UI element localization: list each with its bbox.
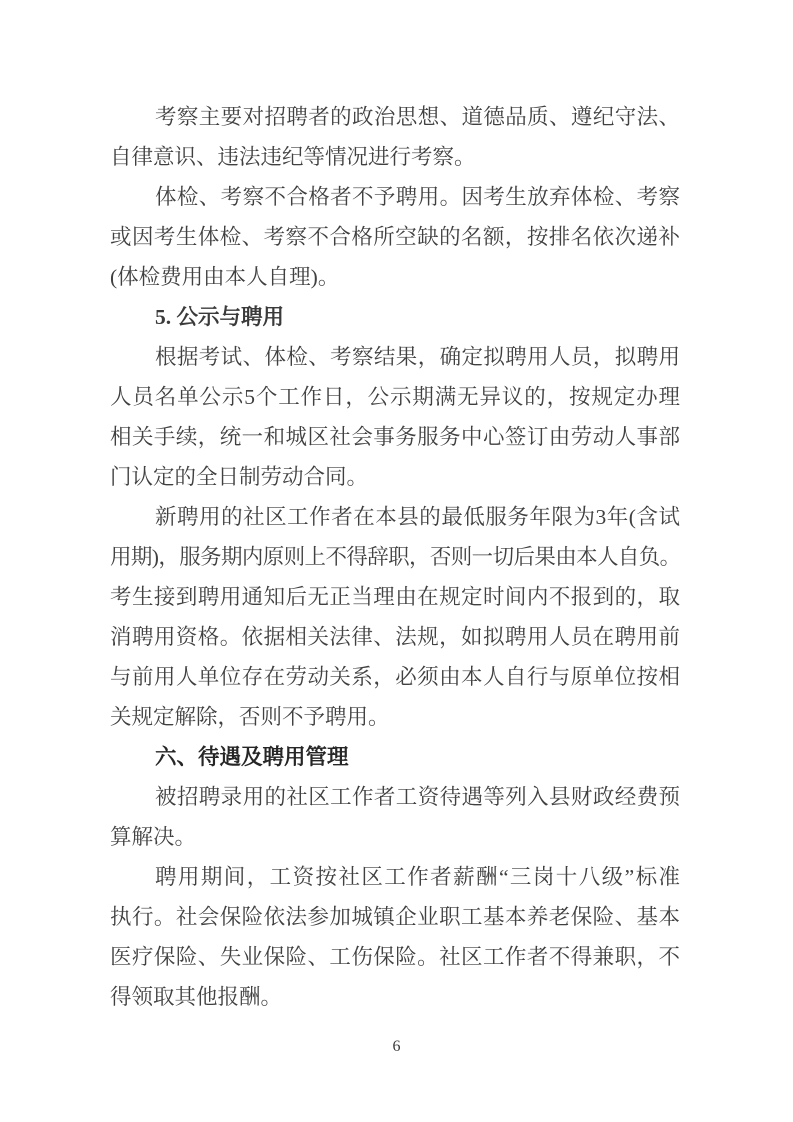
text-line: 或因考生体检、考察不合格所空缺的名额，按排名依次递补 bbox=[110, 225, 680, 249]
text-line: 人员名单公示5个工作日，公示期满无异议的，按规定办理 bbox=[110, 385, 680, 409]
text-line: (体检费用由本人自理)。 bbox=[110, 265, 340, 289]
text-line: 医疗保险、失业保险、工伤保险。社区工作者不得兼职，不 bbox=[110, 945, 680, 969]
text-line: 根据考试、体检、考察结果，确定拟聘用人员，拟聘用 bbox=[155, 345, 680, 369]
text-line: 新聘用的社区工作者在本县的最低服务年限为3年(含试 bbox=[155, 505, 680, 529]
text-line: 用期)，服务期内原则上不得辞职，否则一切后果由本人自负。 bbox=[110, 545, 680, 569]
para-service-period-rules bbox=[110, 497, 680, 737]
text-line: 5. 公示与聘用 bbox=[155, 305, 285, 329]
text-line: 自律意识、违法违纪等情况进行考察。 bbox=[110, 145, 476, 169]
text-line: 门认定的全日制劳动合同。 bbox=[110, 465, 369, 489]
heading-6-treatment-and-employment-management bbox=[110, 737, 680, 777]
text-line: 相关手续，统一和城区社会事务服务中心签订由劳动人事部 bbox=[110, 425, 680, 449]
text-line: 得领取其他报酬。 bbox=[110, 985, 283, 1009]
text-line: 体检、考察不合格者不予聘用。因考生放弃体检、考察 bbox=[155, 185, 680, 209]
text-line: 执行。社会保险依法参加城镇企业职工基本养老保险、基本 bbox=[110, 905, 680, 929]
text-line: 与前用人单位存在劳动关系，必须由本人自行与原单位按相 bbox=[110, 665, 680, 689]
text-line: 聘用期间，工资按社区工作者薪酬“三岗十八级”标准 bbox=[155, 865, 680, 889]
text-line: 被招聘录用的社区工作者工资待遇等列入县财政经费预 bbox=[155, 785, 680, 809]
text-line: 消聘用资格。依据相关法律、法规，如拟聘用人员在聘用前 bbox=[110, 625, 680, 649]
subheading-5-publicity-and-employment bbox=[110, 297, 680, 337]
para-medical-inspection-disqualify bbox=[110, 177, 680, 297]
document-content bbox=[110, 97, 680, 1017]
text-line: 考察主要对招聘者的政治思想、道德品质、遵纪守法、 bbox=[155, 105, 680, 129]
text-line: 算解决。 bbox=[110, 825, 197, 849]
text-line: 六、待遇及聘用管理 bbox=[155, 745, 349, 769]
para-inspection-scope bbox=[110, 97, 680, 177]
text-line: 考生接到聘用通知后无正当理由在规定时间内不报到的，取 bbox=[110, 585, 680, 609]
para-publicity-procedure bbox=[110, 337, 680, 497]
page-number: 6 bbox=[392, 1038, 401, 1055]
para-salary-budget bbox=[110, 777, 680, 857]
text-line: 关规定解除，否则不予聘用。 bbox=[110, 705, 390, 729]
para-salary-standard-insurance bbox=[110, 857, 680, 1017]
